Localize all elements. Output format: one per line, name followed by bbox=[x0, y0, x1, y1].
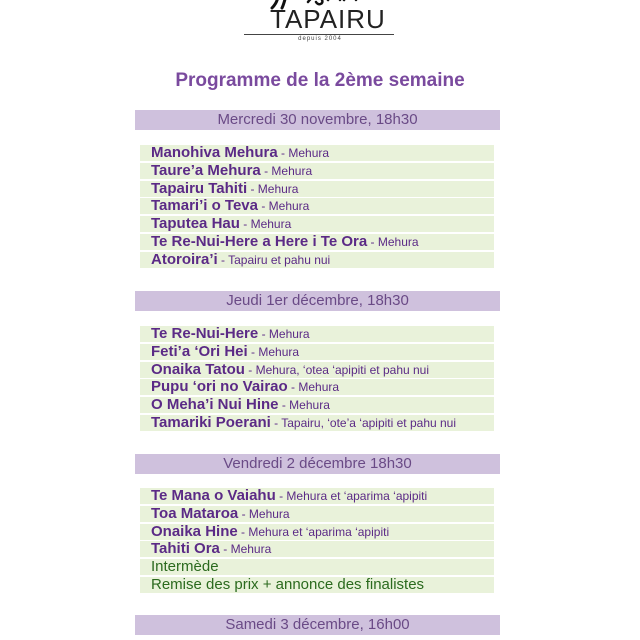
list-item bbox=[140, 415, 494, 431]
day-heading-thursday: Jeudi 1er décembre, 18h30 bbox=[135, 291, 500, 311]
day-heading-wednesday: Mercredi 30 novembre, 18h30 bbox=[135, 110, 500, 130]
day-heading-saturday: Samedi 3 décembre, 16h00 bbox=[135, 615, 500, 635]
group-name: Feti’a ‘Ori Hei bbox=[151, 343, 248, 360]
list-item bbox=[140, 506, 494, 522]
group-name: Manohiva Mehura bbox=[151, 145, 278, 161]
group-name: O Meha’i Nui Hine bbox=[151, 397, 279, 414]
group-note: - Mehura, ‘otea ‘apipiti et pahu nui bbox=[244, 362, 430, 377]
group-name: Tamariki Poerani bbox=[151, 414, 271, 431]
group-name: Toa Mataroa bbox=[151, 505, 239, 522]
group-name: Onaika Hine bbox=[151, 523, 238, 540]
group-name: Pupu ‘ori no Vairao bbox=[151, 379, 288, 396]
group-name: Taure’a Mehura bbox=[151, 162, 261, 179]
list-item bbox=[140, 181, 494, 197]
group-name: Te Mana o Vaiahu bbox=[151, 488, 276, 504]
group-note: - Mehura et ‘aparima ‘apipiti bbox=[275, 489, 428, 503]
list-item bbox=[140, 577, 494, 593]
group-note: - Mehura bbox=[258, 199, 310, 214]
list-item bbox=[140, 163, 494, 179]
group-note: - Mehura bbox=[277, 146, 330, 160]
header-logo bbox=[0, 0, 640, 48]
group-note: - Mehura bbox=[219, 542, 272, 557]
group-name: Tapairu Tahiti bbox=[151, 180, 248, 197]
list-item bbox=[140, 145, 494, 161]
list-item bbox=[140, 397, 494, 413]
group-note: - Mehura bbox=[367, 234, 419, 249]
awards-label: Remise des prix + annonce des finalistes bbox=[151, 576, 425, 593]
intermission-label: Intermède bbox=[151, 559, 219, 576]
list-item bbox=[140, 524, 494, 540]
day-heading-friday: Vendredi 2 décembre 18h30 bbox=[135, 454, 500, 474]
page-title: Programme de la 2ème semaine bbox=[175, 70, 465, 91]
logo-divider bbox=[244, 34, 394, 35]
group-note: - Mehura bbox=[278, 398, 330, 413]
group-name: Tahiti Ora bbox=[151, 541, 220, 558]
list-item bbox=[140, 559, 494, 575]
list-item bbox=[140, 326, 494, 342]
group-name: Onaika Tatou bbox=[151, 361, 245, 378]
group-name: Te Re-Nui-Here a Here i Te Ora bbox=[151, 233, 368, 250]
day-list-friday bbox=[140, 488, 494, 595]
brand-since: depuis 2004 bbox=[298, 36, 342, 42]
group-name: Atoroira’i bbox=[151, 251, 218, 268]
group-note: - Tapairu, ‘ote’a ‘apipiti et pahu nui bbox=[270, 415, 457, 430]
list-item bbox=[140, 379, 494, 395]
group-note: - Mehura bbox=[258, 327, 310, 341]
list-item bbox=[140, 198, 494, 214]
group-note: - Mehura bbox=[287, 380, 340, 395]
group-note: - Mehura bbox=[238, 506, 290, 521]
list-item bbox=[140, 252, 494, 268]
list-item bbox=[140, 488, 494, 504]
group-note: - Mehura bbox=[260, 163, 313, 178]
list-item bbox=[140, 216, 494, 232]
group-name: Tamari’i o Teva bbox=[151, 198, 258, 215]
group-note: - Tapairu et pahu nui bbox=[217, 252, 331, 267]
group-note: - Mehura et ‘aparima ‘apipiti bbox=[237, 524, 390, 539]
group-note: - Mehura bbox=[239, 217, 292, 232]
group-name: Taputea Hau bbox=[151, 216, 240, 233]
day-list-wednesday bbox=[140, 145, 494, 270]
list-item bbox=[140, 344, 494, 360]
brand-name: TAPAIRU bbox=[270, 4, 386, 34]
group-note: - Mehura bbox=[247, 344, 300, 359]
group-name: Te Re-Nui-Here bbox=[151, 326, 259, 342]
list-item bbox=[140, 234, 494, 250]
day-list-thursday bbox=[140, 326, 494, 433]
group-note: - Mehura bbox=[247, 181, 299, 196]
list-item bbox=[140, 362, 494, 378]
list-item bbox=[140, 541, 494, 557]
